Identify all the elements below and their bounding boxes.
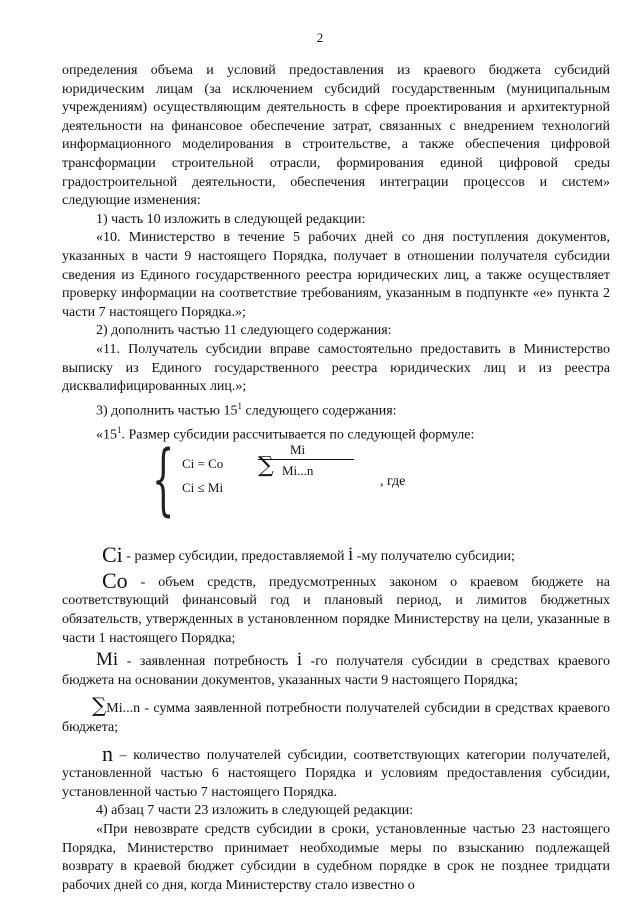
- definition-co: [62, 567, 610, 648]
- item2-heading: 2) дополнить частью 11 следующего содержания:: [96, 323, 392, 339]
- definition-mi-index: i: [296, 649, 303, 671]
- formula-line2: Ci ≤ Mi: [182, 480, 224, 496]
- definition-n-text: – количество получателей субсидии, соответствующих категории получателей, установленной частью 6 настоящего Порядка и условиям предоставления субсидии, установленной частью 7 настоящего Порядка.: [62, 747, 610, 800]
- formula-line1-left: Ci = Co: [182, 456, 224, 472]
- formula-where: , где: [380, 474, 406, 490]
- item3-heading-main: 3) дополнить частью 15: [96, 403, 238, 419]
- definition-n-symbol: n: [102, 740, 113, 766]
- definition-mi-text-a: - заявленная потребность: [118, 654, 297, 670]
- formula-denominator: Mi...n: [282, 463, 314, 479]
- formula-brace: {: [152, 435, 175, 526]
- item4-text: «При невозврате средств субсидии в сроки, установленные частью 23 настоящего Порядка, Министерство принимает необходимые меры по взысканию подлежащей возврату в краевой бюджет субсидии в судебном порядке в срок не позднее тридцати рабочих дней со дня, когда Министерству стало известно о: [62, 821, 610, 893]
- item1-heading: 1) часть 10 изложить в следующей редакции:: [96, 211, 366, 227]
- definition-mi: [62, 651, 610, 690]
- definition-co-text: - объем средств, предусмотренных законом о краевом бюджете на соответствующий финансовый год и плановый период, и лимитов бюджетных обязательств, утвержденных в установленном порядке Министерству на цели, указанные в части 1 настоящего Порядка;: [62, 574, 610, 646]
- definition-sum-text: - сумма заявленной потребности получателей субсидии в средствах краевого бюджета;: [62, 701, 610, 735]
- definition-sum: [62, 693, 610, 737]
- document-body: [62, 62, 610, 895]
- item3-text-sup: 1: [117, 424, 122, 435]
- formula-numerator: Mi: [290, 442, 306, 458]
- definition-mi-text-b: -го получателя субсидии в средствах краевого бюджета на основании документов, указанных части 9 настоящего Порядка;: [62, 654, 610, 688]
- formula-sigma: ∑: [258, 453, 274, 479]
- item3-text: [62, 421, 610, 445]
- definition-n: [62, 740, 610, 803]
- item3-heading-tail: следующего содержания:: [242, 403, 397, 419]
- item3-text-main: «15: [96, 427, 117, 443]
- definition-ci: [62, 542, 610, 568]
- definition-co-symbol: Co: [102, 567, 128, 593]
- definition-ci-text-a: - размер субсидии, предоставляемой: [122, 549, 348, 565]
- definition-sum-sigma: ∑: [92, 693, 107, 718]
- page-number: 2: [316, 30, 324, 45]
- definition-ci-symbol: Ci: [102, 542, 123, 568]
- definition-mi-symbol: Mi: [96, 649, 119, 671]
- item3-heading-sup: 1: [237, 400, 242, 411]
- item2-text: «11. Получатель субсидии вправе самостоятельно предоставить в Министерство выписку из Единого государственного реестра юридических лиц и из реестра дисквалифицированных лиц.»;: [62, 341, 610, 395]
- item3-text-tail: . Размер субсидии рассчитывается по следующей формуле:: [121, 427, 475, 443]
- intro-paragraph: определения объема и условий предоставления из краевого бюджета субсидий юридическим лицам (за исключением субсидий государственным (муниципальным учреждениям) осуществляющим деятельность в сфере проектирования и архитектурной деятельности на финансовое обеспечение затрат, связанных с внедрением технологий информационного моделирования в строительстве, а также обеспечения цифровой трансформации строительной отрасли, формирования единой цифровой среды градостроительной деятельности, обеспечения интеграции процессов и систем» следующие изменения:: [62, 63, 610, 209]
- definition-ci-text-b: -му получателю субсидии;: [353, 549, 515, 565]
- definition-ci-index: i: [348, 544, 354, 566]
- item1-text: «10. Министерство в течение 5 рабочих дней со дня поступления документов, указанных в части 9 настоящего Порядка, получает в отношении получателя субсидии сведения из Единого государственного реестра юридических лиц, а также осуществляет проверку информации на соответствие требованиям, указанным в подпункте «е» пункта 2 части 7 настоящего Порядка.»;: [62, 230, 610, 320]
- item4-heading: 4) абзац 7 части 23 изложить в следующей редакции:: [96, 803, 414, 819]
- definition-sum-symbol: Mi...n: [106, 701, 141, 717]
- item3-heading: [62, 397, 610, 421]
